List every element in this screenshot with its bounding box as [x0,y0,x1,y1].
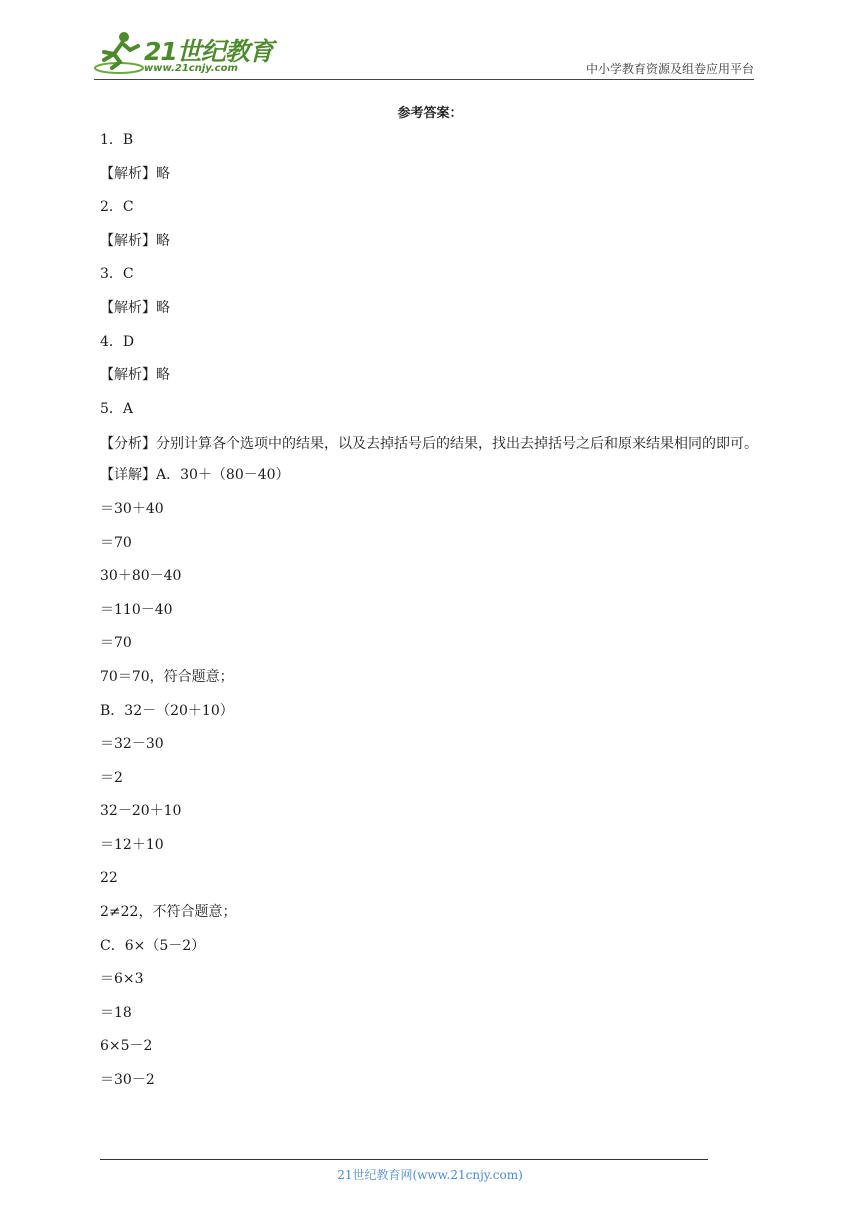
conclusion-line: 2≠22，不符合题意； [100,904,237,921]
calc-line: ＝110－40 [100,601,173,618]
calc-line: ＝30－2 [100,1072,155,1089]
calc-line: ＝32－30 [100,736,164,753]
calc-line: ＝70 [100,635,132,652]
answer-line: 1．B [100,132,134,148]
calc-line: ＝70 [100,534,132,551]
header-divider [94,79,754,80]
detail-line: 【详解】A．30＋（80－40） [100,467,290,484]
analysis-paragraph: 【分析】分别计算各个选项中的结果，以及去掉括号后的结果，找出去掉括号之后和原来结果相同的即可。 [100,436,758,453]
explanation-line: 【解析】略 [100,232,170,249]
runner-logo-icon [94,30,146,76]
conclusion-line: 70＝70，符合题意； [100,668,234,685]
calc-line: 22 [100,870,118,887]
calc-line: 30＋80－40 [100,568,182,585]
explanation-line: 【解析】略 [100,299,170,316]
logo-text: 21世纪教育 [144,37,273,66]
page-title: 参考答案： [397,106,463,121]
calc-line: ＝6×3 [100,971,144,988]
detail-line: B．32－（20＋10） [100,702,234,719]
calc-line: ＝30＋40 [100,500,164,517]
answer-line: 5．A [100,400,134,417]
explanation-line: 【解析】略 [100,367,170,384]
logo-url: www.21cnjy.com [144,63,238,74]
calc-line: ＝18 [100,1004,132,1021]
answer-line: 3．C [100,266,134,283]
explanation-line: 【解析】略 [100,165,170,182]
calc-line: 6×5－2 [100,1038,153,1055]
calc-line: 32－20＋10 [100,803,182,820]
footer-link[interactable]: 21世纪教育网(www.21cnjy.com) [337,1168,523,1182]
answer-line: 4．D [100,333,135,350]
detail-line: C．6×（5－2） [100,937,206,954]
footer-divider [100,1159,708,1160]
calc-line: ＝2 [100,769,123,786]
page-header [0,0,860,82]
answer-line: 2．C [100,199,134,216]
calc-line: ＝12＋10 [100,836,164,853]
logo [94,30,273,78]
answer-body [100,126,780,1100]
platform-name: 中小学教育资源及组卷应用平台 [585,62,754,76]
